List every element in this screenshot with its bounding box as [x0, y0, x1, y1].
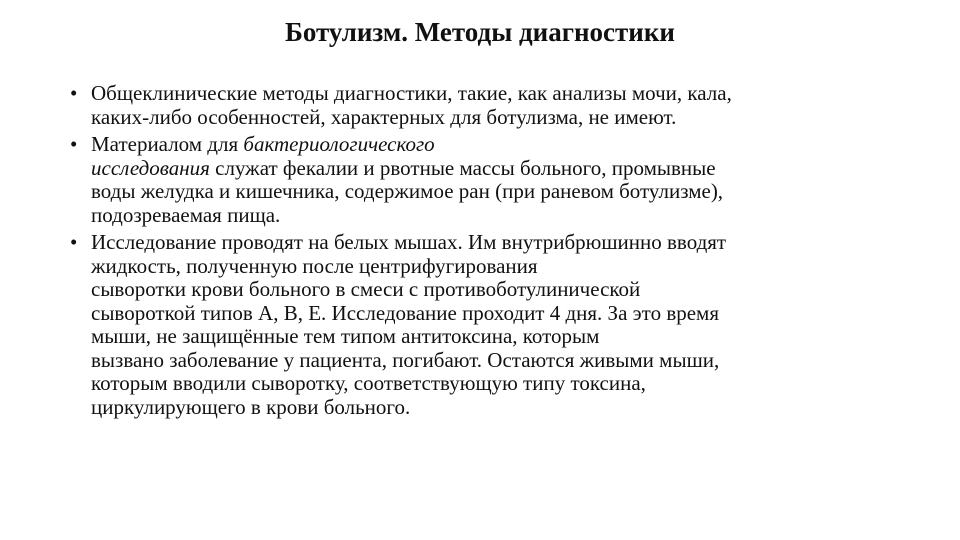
- bullet-text-line: циркулирующего в крови больного.: [91, 394, 411, 419]
- bullet-text-line: подозреваемая пища.: [91, 202, 281, 227]
- bullet-text-line: воды желудка и кишечника, содержимое ран (при раневом ботулизме),: [91, 179, 724, 203]
- bullet-text-line: сыворотки крови больного в смеси с противоботулинической: [91, 277, 641, 301]
- bullet-text-line: которым вводили сыворотку, соответствующую типу токсина,: [91, 371, 646, 395]
- bullet-item-material: [70, 133, 890, 227]
- bullet-text-line: Общеклинические методы диагностики, такие, как анализы мочи, кала,: [91, 81, 732, 105]
- slide-title: Ботулизм. Методы диагностики: [285, 17, 675, 47]
- bullet-icon: •: [70, 81, 78, 105]
- bullet-text-line: вызвано заболевание у пациента, погибают. Остаются живыми мыши,: [91, 347, 720, 372]
- bullet-item-mouse-test: [70, 231, 890, 419]
- bullet-icon: •: [70, 230, 78, 254]
- bullet-text-line: Исследование проводят на белых мышах. Им внутрибрюшинно вводят: [91, 230, 727, 254]
- bullet-text-segment: Материалом для: [91, 132, 244, 156]
- bullet-list: [70, 82, 890, 423]
- bullet-text-line: сывороткой типов А, В, Е. Исследование проходит 4 дня. За это время: [91, 300, 720, 325]
- bullet-text-line: каких-либо особенностей, характерных для ботулизма, не имеют.: [91, 104, 677, 129]
- bullet-text-line: мыши, не защищённые тем типом антитоксина, которым: [91, 324, 600, 348]
- bullet-item-general-methods: [70, 82, 890, 129]
- bullet-text-emphasis: исследования: [91, 155, 210, 180]
- bullet-text-segment: служат фекалии и рвотные массы больного, промывные: [209, 155, 716, 180]
- bullet-text-line: жидкость, полученную после центрифугирования: [91, 253, 538, 278]
- bullet-text-line: [91, 157, 890, 181]
- bullet-icon: •: [70, 132, 78, 156]
- bullet-text-emphasis: бактериологического: [243, 132, 435, 156]
- bullet-text-line: [91, 133, 890, 157]
